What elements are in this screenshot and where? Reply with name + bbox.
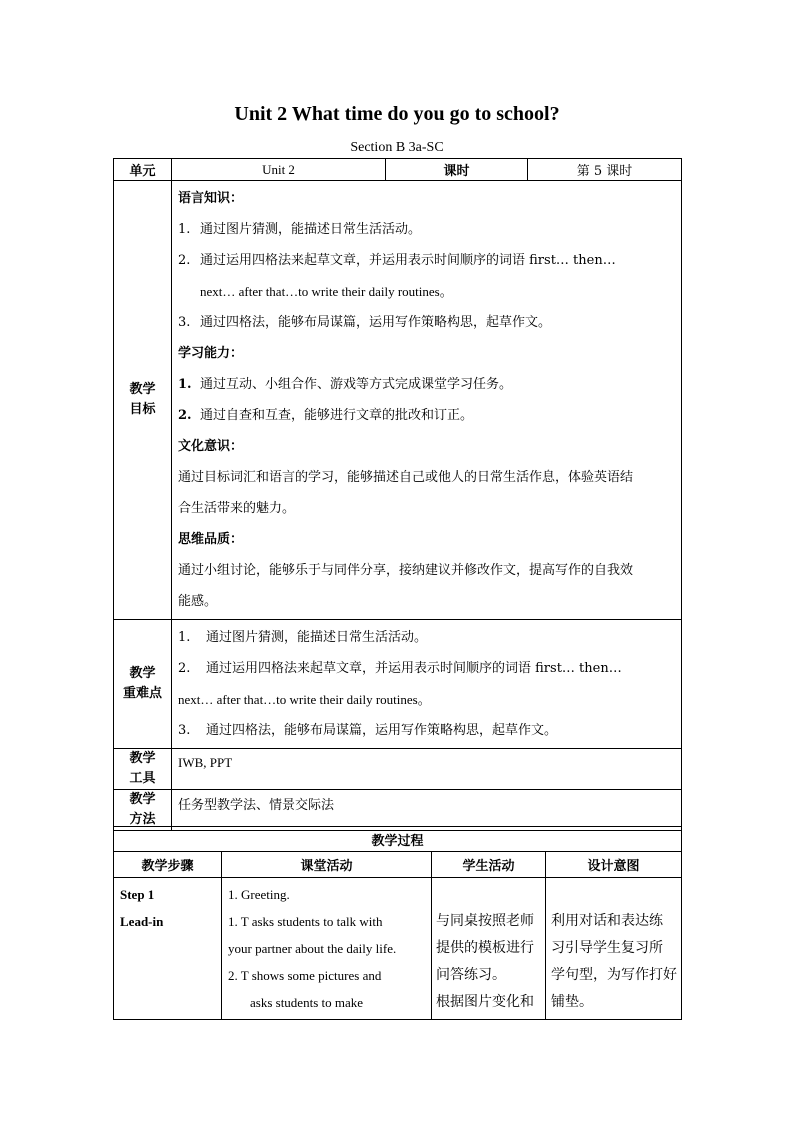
thinking-line: 能感。	[178, 594, 218, 609]
column-header: 设计意图	[546, 852, 682, 878]
key-point-item: 1. 通过图片猜测，能描述日常生活活动。	[178, 630, 428, 645]
culture-line: 通过目标词汇和语言的学习，能够描述自己或他人的日常生活作息，体验英语结	[178, 470, 634, 485]
activity-line: 2. T shows some pictures and	[228, 968, 382, 983]
tools-row	[114, 749, 682, 790]
lesson-plan-table	[113, 158, 682, 831]
intent-cell	[546, 878, 682, 1020]
goals-row	[114, 181, 682, 620]
language-item: 3. 通过四格法，能够布局谋篇，运用写作策略构思，起草作文。	[178, 315, 552, 330]
activity-line: your partner about the daily life.	[228, 941, 397, 956]
ability-heading: 学习能力：	[178, 346, 244, 361]
student-line: 问答练习。	[436, 967, 506, 983]
student-activity-cell	[432, 878, 546, 1020]
tools-label: 教学 工具	[114, 749, 172, 790]
key-points-content	[172, 620, 682, 749]
period-value: 第 5 课时	[528, 159, 682, 181]
column-header: 课堂活动	[222, 852, 432, 878]
methods-value: 任务型教学法、情景交际法	[172, 790, 682, 831]
process-heading: 教学过程	[114, 827, 682, 852]
activity-line: 1. Greeting.	[228, 887, 290, 902]
activity-line: 1. T asks students to talk with	[228, 914, 383, 929]
language-heading: 语言知识：	[178, 191, 244, 206]
intent-line: 学句型，为写作打好	[551, 967, 677, 983]
unit-label: 单元	[114, 159, 172, 181]
page-subtitle: Section B 3a-SC	[350, 140, 444, 155]
process-column-headers	[114, 852, 682, 878]
page-title: Unit 2 What time do you go to school?	[234, 103, 560, 125]
key-point-item: next… after that…to write their daily routines。	[178, 692, 431, 707]
language-item: next… after that…to write their daily routines。	[200, 284, 453, 299]
intent-line: 习引导学生复习所	[551, 940, 663, 956]
thinking-line: 通过小组讨论，能够乐于与同伴分享，接纳建议并修改作文，提高写作的自我效	[178, 563, 634, 578]
language-item: 2. 通过运用四格法来起草文章，并运用表示时间顺序的词语 first… then…	[178, 253, 616, 268]
unit-row	[114, 159, 682, 181]
ability-item: 1. 通过互动、小组合作、游戏等方式完成课堂学习任务。	[178, 377, 513, 392]
student-line: 根据图片变化和	[436, 994, 534, 1010]
culture-line: 合生活带来的魅力。	[178, 501, 296, 516]
key-point-item: 2. 通过运用四格法来起草文章，并运用表示时间顺序的词语 first… then…	[178, 661, 622, 676]
activity-line: asks students to make	[250, 995, 364, 1010]
key-point-item: 3. 通过四格法，能够布局谋篇，运用写作策略构思，起草作文。	[178, 723, 558, 738]
intent-line: 铺垫。	[551, 994, 593, 1010]
column-header: 学生活动	[432, 852, 546, 878]
unit-value: Unit 2	[172, 159, 386, 181]
process-table	[113, 826, 682, 1020]
column-header: 教学步骤	[114, 852, 222, 878]
thinking-heading: 思维品质：	[178, 532, 244, 547]
tools-value: IWB, PPT	[172, 749, 682, 790]
step-number: Step 1	[120, 887, 155, 902]
ability-item: 2. 通过自查和互查，能够进行文章的批改和订正。	[178, 408, 474, 423]
intent-line: 利用对话和表达练	[551, 913, 663, 929]
culture-heading: 文化意识：	[178, 439, 244, 454]
student-line: 提供的模板进行	[436, 940, 534, 956]
activity-cell	[222, 878, 432, 1020]
student-line: 与同桌按照老师	[436, 913, 534, 929]
language-item: 1. 通过图片猜测，能描述日常生活活动。	[178, 222, 422, 237]
step-name: Lead-in	[120, 914, 164, 929]
goals-label: 教学 目标	[114, 181, 172, 620]
period-label: 课时	[386, 159, 528, 181]
methods-row	[114, 790, 682, 831]
goals-content	[172, 181, 682, 620]
key-points-label: 教学 重难点	[114, 620, 172, 749]
table-row	[114, 878, 682, 1020]
step-cell	[114, 878, 222, 1020]
key-points-row	[114, 620, 682, 749]
methods-label: 教学 方法	[114, 790, 172, 831]
